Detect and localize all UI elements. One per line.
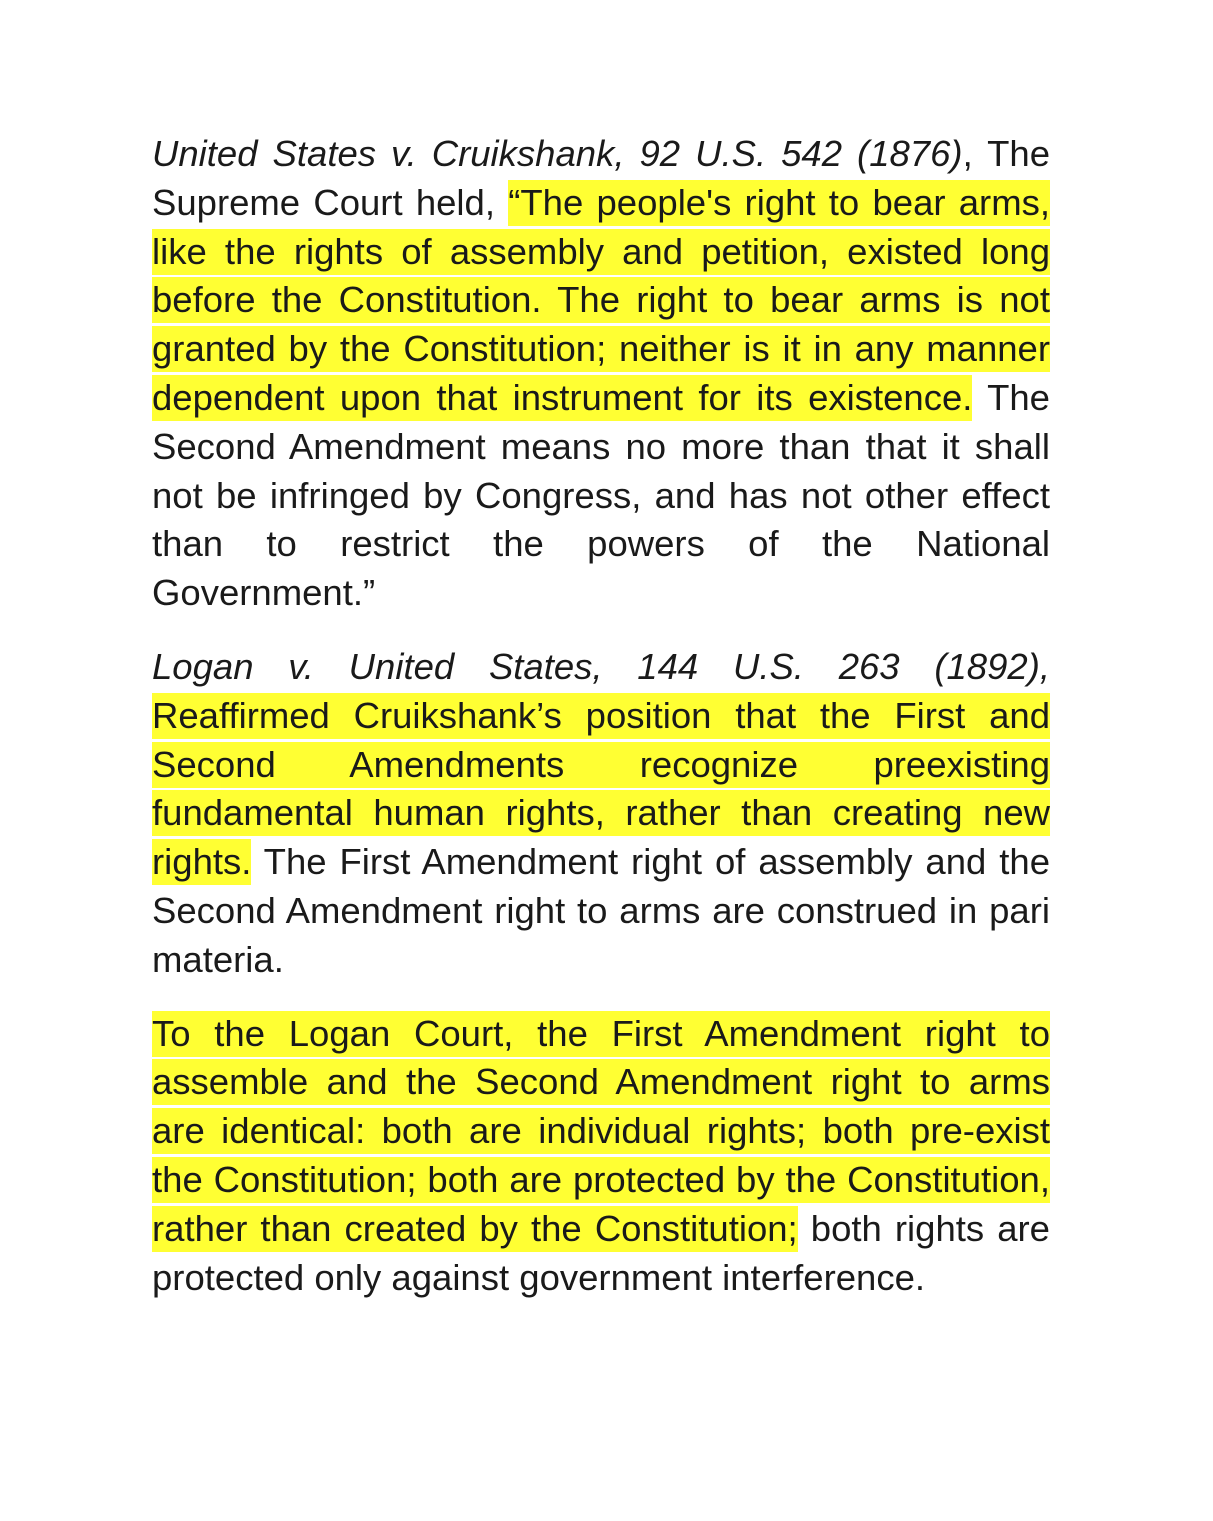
paragraph-body-text: both rights are protected only against government interference.	[152, 1207, 1050, 1298]
paragraph-logan	[152, 643, 1050, 985]
paragraph-body-text: The Second Amendment means no more than that it shall not be infringed by Congress, and has not other effect than to restrict the powers of the National Government.”	[152, 376, 1050, 614]
paragraph-cruikshank	[152, 130, 1050, 618]
citation-suffix: ,	[962, 133, 973, 174]
case-citation-cruikshank: United States v. Cruikshank, 92 U.S. 542 (1876)	[152, 133, 963, 174]
highlighted-text-logan-court: To the Logan Court, the First Amendment right to assemble and the Second Amendment right to arms are identical: both are individual rights; both pre-exist the Constitution; both are protected by the Constitution, rather than created by the Constitution;	[152, 1011, 1050, 1252]
paragraph-logan-court	[152, 1010, 1050, 1303]
paragraph-lead-text: The Supreme Court held,	[152, 133, 1050, 223]
highlighted-quote-cruikshank: “The people's right to bear arms, like the rights of assembly and petition, existed long before the Constitution. The right to bear arms is not granted by the Constitution; neither is it in any manner dependent upon that instrument for its existence.	[152, 180, 1050, 421]
paragraph-body-text: The First Amendment right of assembly and the Second Amendment right to arms are construed in pari materia.	[152, 841, 1050, 980]
highlighted-text-logan: Reaffirmed Cruikshank’s position that the First and Second Amendments recognize preexisting fundamental human rights, rather than creating new rights.	[152, 693, 1050, 885]
document-body	[152, 130, 1050, 1302]
case-citation-logan: Logan v. United States, 144 U.S. 263 (1892),	[152, 645, 1050, 687]
